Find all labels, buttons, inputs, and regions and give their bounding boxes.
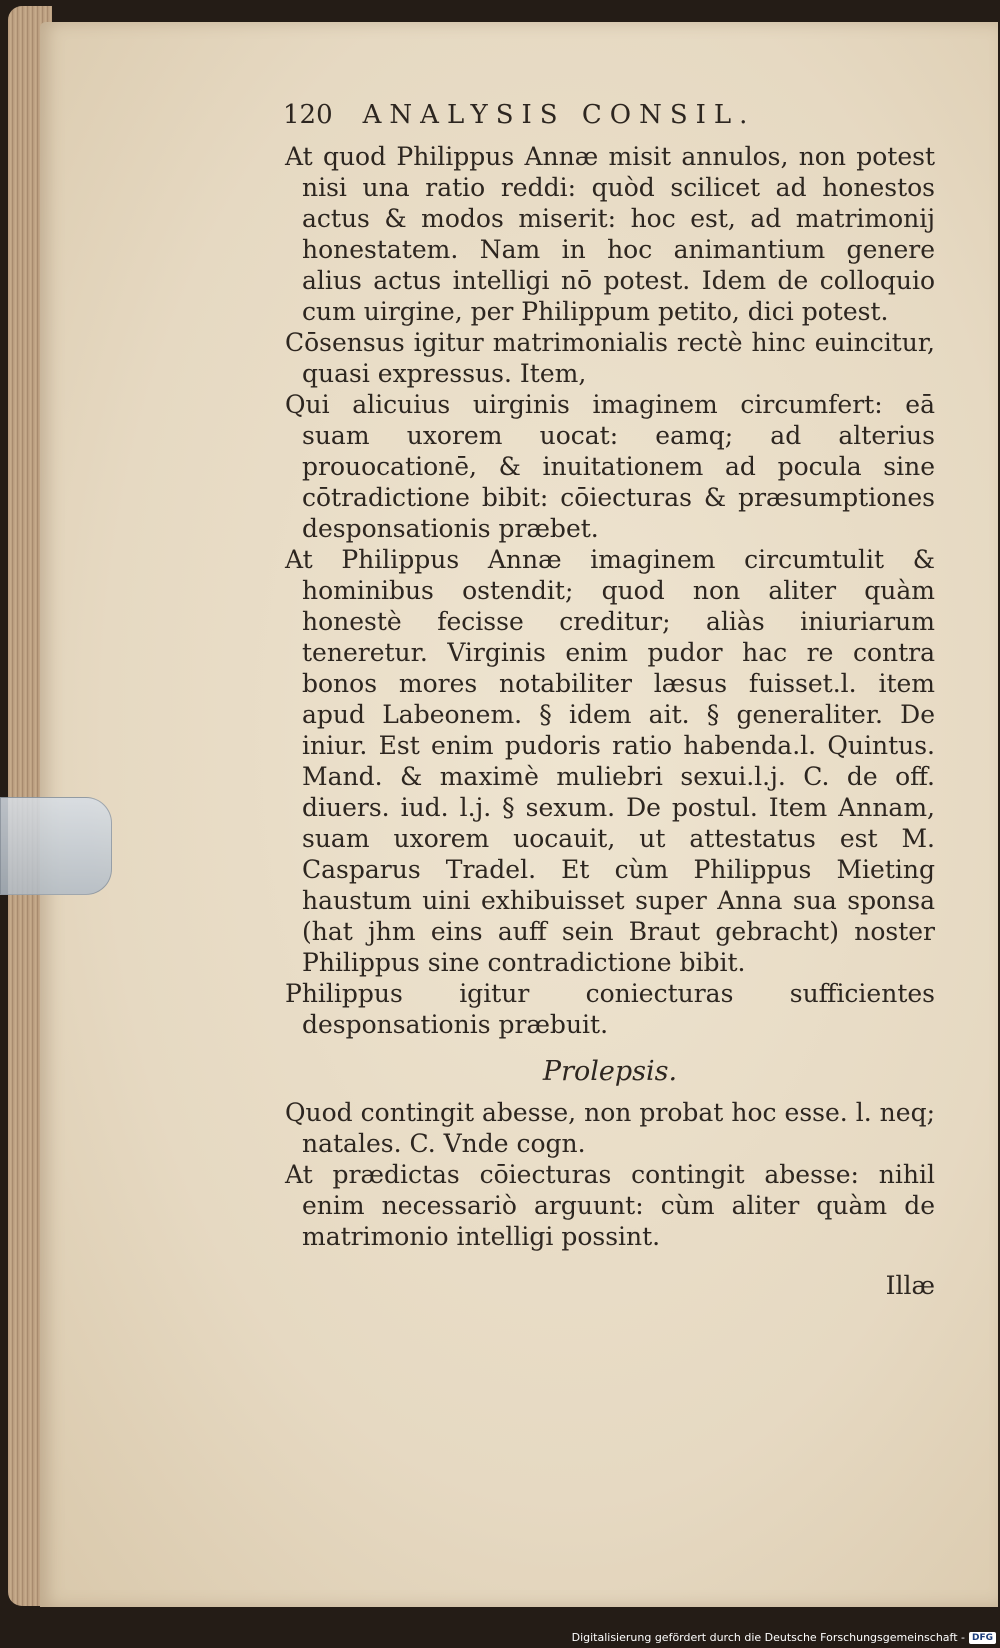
page-text: [285, 100, 935, 1301]
paragraph: Philippus igitur coniecturas sufficientes desponsationis præbuit.: [285, 979, 935, 1039]
catchword: Illæ: [885, 1271, 935, 1300]
paragraph: At prædictas cōiecturas contingit abesse: nihil enim necessariò arguunt: cùm aliter quàm de matrimonio intelligi possint.: [285, 1160, 935, 1251]
paragraph: At Philippus Annæ imaginem circumtulit & hominibus ostendit; quod non aliter quàm honestè fecisse creditur; aliàs iniuriarum teneretur. Virginis enim pudor hac re contra bonos mores notabiliter læsus fuisset.l. item apud Labeonem. § idem ait. § generaliter. De iniur. Est enim pudoris ratio habenda.l. Quintus. Mand. & maximè muliebri sexui.l.j. C. de off. diuers. iud. l.j. § sexum. De postul. Item Annam, suam uxorem uocauit, ut attestatus est M. Casparus Tradel. Et cùm Philippus Mieting haustum uini exhibuisset super Anna sua sponsa (hat jhm eins auff sein Braut gebracht) noster Philippus sine contradictione bibit.: [285, 545, 935, 977]
footer-credit-text: Digitalisierung gefördert durch die Deutsche Forschungsgemeinschaft -: [571, 1631, 965, 1644]
page-header: [285, 100, 935, 131]
dfg-logo-icon: DFG: [969, 1632, 996, 1644]
paragraph: At quod Philippus Annæ misit annulos, non potest nisi una ratio reddi: quòd scilicet ad honestos actus & modos miserit: hoc est, ad matrimonij honestatem. Nam in hoc animantium genere alius actus intelligi nō potest. Idem de colloquio cum uirgine, per Philippum petito, dici potest.: [285, 142, 935, 326]
page-clip: [0, 797, 112, 895]
paragraph: Quod contingit abesse, non probat hoc esse. l. neq; natales. C. Vnde cogn.: [285, 1098, 935, 1158]
section-heading: Prolepsis.: [542, 1056, 678, 1087]
footer-credit: [572, 1631, 996, 1644]
paragraph: Qui alicuius uirginis imaginem circumfert: eā suam uxorem uocat: eamq; ad alterius prouocationē, & inuitationem ad pocula sine cōtradictione bibit: cōiecturas & præsumptiones desponsationis præbet.: [285, 390, 935, 543]
page-number: 120: [283, 100, 333, 130]
running-title: ANALYSIS CONSIL.: [362, 100, 756, 130]
paragraph: Cōsensus igitur matrimonialis rectè hinc euincitur, quasi expressus. Item,: [285, 328, 935, 388]
